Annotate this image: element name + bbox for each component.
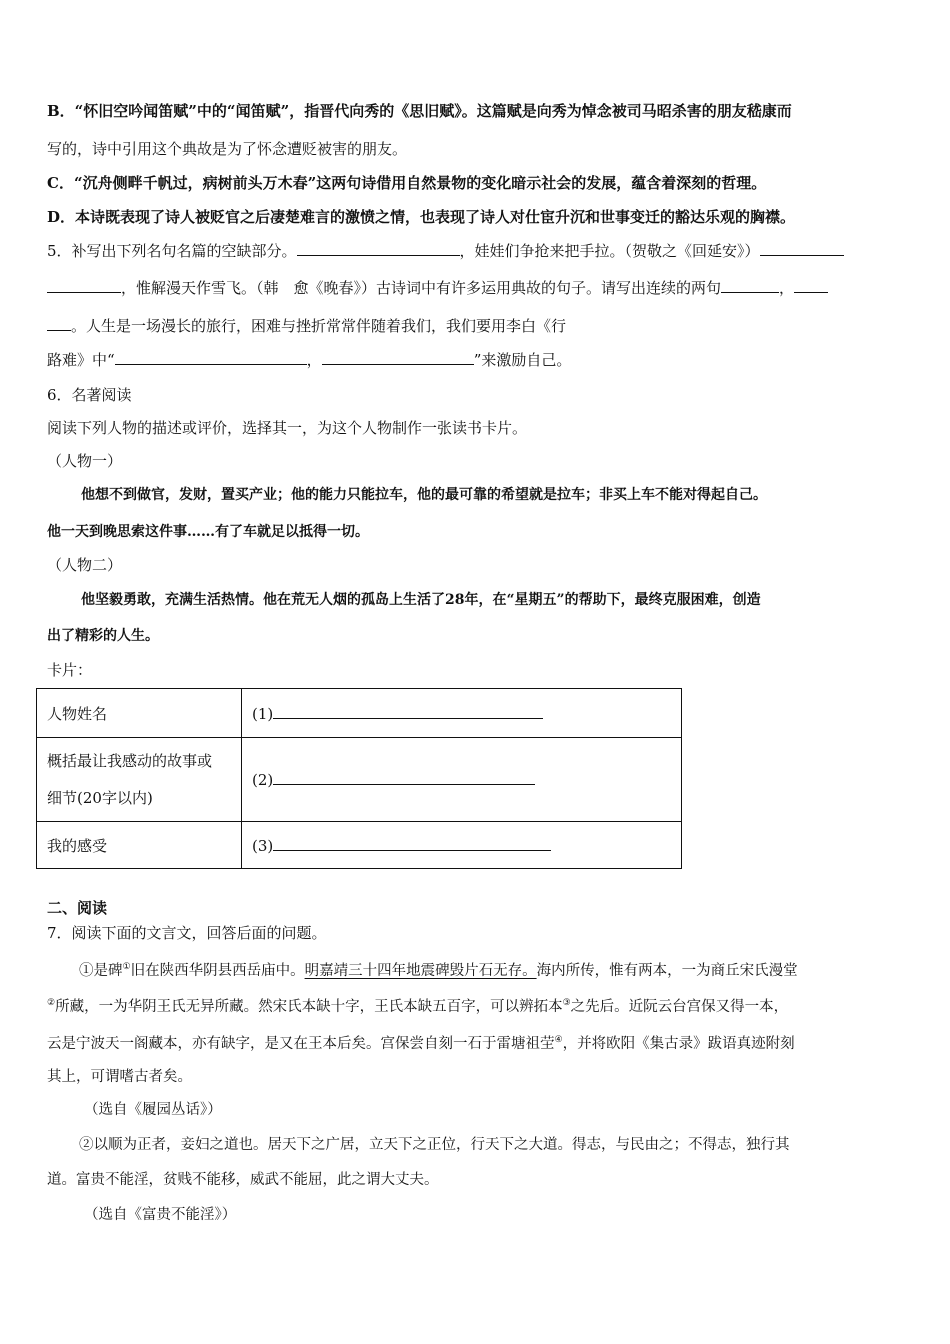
passage1-text-a: ①是碑 (79, 962, 123, 979)
card-cell-name-label: 人物姓名 (37, 689, 242, 738)
q5-text-3: 。人生是一场漫长的旅行，困难与挫折常常伴随着我们，我们要用李白《行 (71, 317, 567, 335)
blank-3[interactable] (721, 278, 779, 293)
q5-text-4c: ”来激励自己。 (473, 351, 572, 369)
q5-text-4a: 路难》中“ (47, 351, 115, 369)
q5-text-2a: ，惟解漫天作雪飞。（韩 愈《晚春》）古诗词中有许多运用典故的句子。请写出连续的两句 (121, 279, 722, 297)
passage2-source: （选自《富贵不能淫》） (84, 1207, 237, 1223)
passage1-text-f: 云是宁波天一阁藏本，亦有缺字，是又在王本后矣。宫保尝自刻一石于雷塘祖茔 (47, 1035, 555, 1052)
person1-line2: 他一天到晚思索这件事……有了车就足以抵得一切。 (47, 524, 369, 540)
person2-line1: 他坚毅勇敢，充满生活热情。他在荒无人烟的孤岛上生活了28年，在“星期五”的帮助下，最终克服困难，创造 (81, 592, 761, 608)
q5-prompt: 5．补写出下列名句名篇的空缺部分。 (47, 242, 297, 260)
card-cell-feeling-answer[interactable] (242, 822, 682, 869)
blank-4b[interactable] (47, 316, 71, 331)
card-cell-story-answer[interactable] (242, 738, 682, 822)
answer-blank-2[interactable] (273, 770, 535, 785)
card-label: 卡片： (47, 661, 93, 679)
answer-number-1: (1) (252, 704, 274, 723)
q5-line3 (47, 316, 566, 336)
blank-4a[interactable] (794, 278, 828, 293)
blank-1[interactable] (297, 241, 460, 256)
q5-line2 (47, 278, 828, 298)
person1-label: （人物一） (47, 452, 123, 470)
answer-number-3: (3) (252, 836, 274, 855)
passage2-line1: ②以顺为正者，妾妇之道也。居天下之广居，立天下之正位，行天下之大道。得志，与民由之；不得志，独行其 (79, 1137, 790, 1153)
option-d: D．本诗既表现了诗人被贬官之后凄楚难言的激愤之情，也表现了诗人对仕宦升沉和世事变迁的豁达乐观的胸襟。 (47, 208, 796, 226)
q5-line4 (47, 350, 571, 370)
option-b-line2: 写的，诗中引用这个典故是为了怀念遭贬被害的朋友。 (47, 140, 408, 158)
card-row-feeling (37, 822, 682, 869)
q5-text-4b: ， (306, 351, 322, 369)
person2-label: （人物二） (47, 556, 123, 574)
passage1-text-c: 海内所传，惟有两本，一为商丘宋氏漫堂 (536, 962, 798, 979)
footnote-1: ① (122, 962, 131, 972)
answer-blank-3[interactable] (273, 836, 551, 851)
passage1-text-b: 旧在陕西华阴县西岳庙中。 (130, 962, 305, 979)
q6-instruction: 阅读下列人物的描述或评价，选择其一，为这个人物制作一张读书卡片。 (47, 419, 528, 437)
option-c: C．“沉舟侧畔千帆过，病树前头万木春”这两句诗借用自然景物的变化暗示社会的发展，蕴含着深刻的哲理。 (47, 174, 767, 192)
passage1-text-d: 所藏，一为华阴王氏无异所藏。然宋氏本缺十字，王氏本缺五百字，可以辨拓本 (55, 998, 563, 1015)
person2-line2: 出了精彩的人生。 (47, 628, 159, 644)
person1-line1: 他想不到做官，发财，置买产业；他的能力只能拉车，他的最可靠的希望就是拉车；非买上车不能对得起自己。 (81, 487, 767, 503)
q5-line1 (47, 241, 844, 261)
story-label-line1: 概括最让我感动的故事或 (47, 751, 213, 770)
passage1-line4: 其上，可谓嗜古者矣。 (47, 1069, 192, 1085)
answer-number-2: (2) (252, 771, 274, 789)
passage2-line2: 道。富贵不能淫，贫贱不能移，威武不能屈，此之谓大丈夫。 (47, 1172, 439, 1188)
q5-text-1b: ，娃娃们争抢来把手拉。（贺敬之《回延安》） (459, 242, 760, 260)
q7-prompt: 7．阅读下面的文言文，回答后面的问题。 (47, 924, 327, 942)
passage1-text-g: ，并将欧阳《集古录》跋语真迹附刻 (562, 1035, 795, 1052)
q6-title: 6．名著阅读 (47, 386, 132, 404)
q5-text-2b: ， (779, 279, 795, 297)
blank-2b[interactable] (47, 278, 121, 293)
footnote-3: ③ (562, 998, 571, 1008)
passage1-line3 (47, 1030, 795, 1054)
section-2-title: 二、阅读 (47, 899, 108, 917)
underlined-sentence: 明嘉靖三十四年地震碑毁片石无存。 (304, 962, 537, 979)
story-label-line2: 细节(20字以内) (47, 788, 153, 807)
card-cell-feeling-label: 我的感受 (37, 822, 242, 869)
passage1-source: （选自《履园丛话》） (84, 1102, 222, 1118)
answer-blank-1[interactable] (273, 704, 543, 719)
passage1-line2 (47, 993, 788, 1017)
footnote-2: ② (47, 998, 56, 1008)
footnote-4: ④ (554, 1035, 563, 1045)
card-row-name (37, 689, 682, 738)
blank-6[interactable] (322, 350, 474, 365)
option-b-line1: B．“怀旧空吟闻笛赋”中的“闻笛赋”，指晋代向秀的《思旧赋》。这篇赋是向秀为悼念被司马昭杀害的朋友嵇康而 (47, 102, 792, 120)
card-row-story (37, 738, 682, 822)
card-cell-story-label (37, 738, 242, 822)
card-cell-name-answer[interactable] (242, 689, 682, 738)
passage1-text-e: 之先后。近阮云台宫保又得一本， (570, 998, 789, 1015)
passage1-line1 (79, 957, 798, 981)
reading-card-table (36, 688, 682, 869)
blank-2a[interactable] (760, 241, 844, 256)
blank-5[interactable] (115, 350, 307, 365)
